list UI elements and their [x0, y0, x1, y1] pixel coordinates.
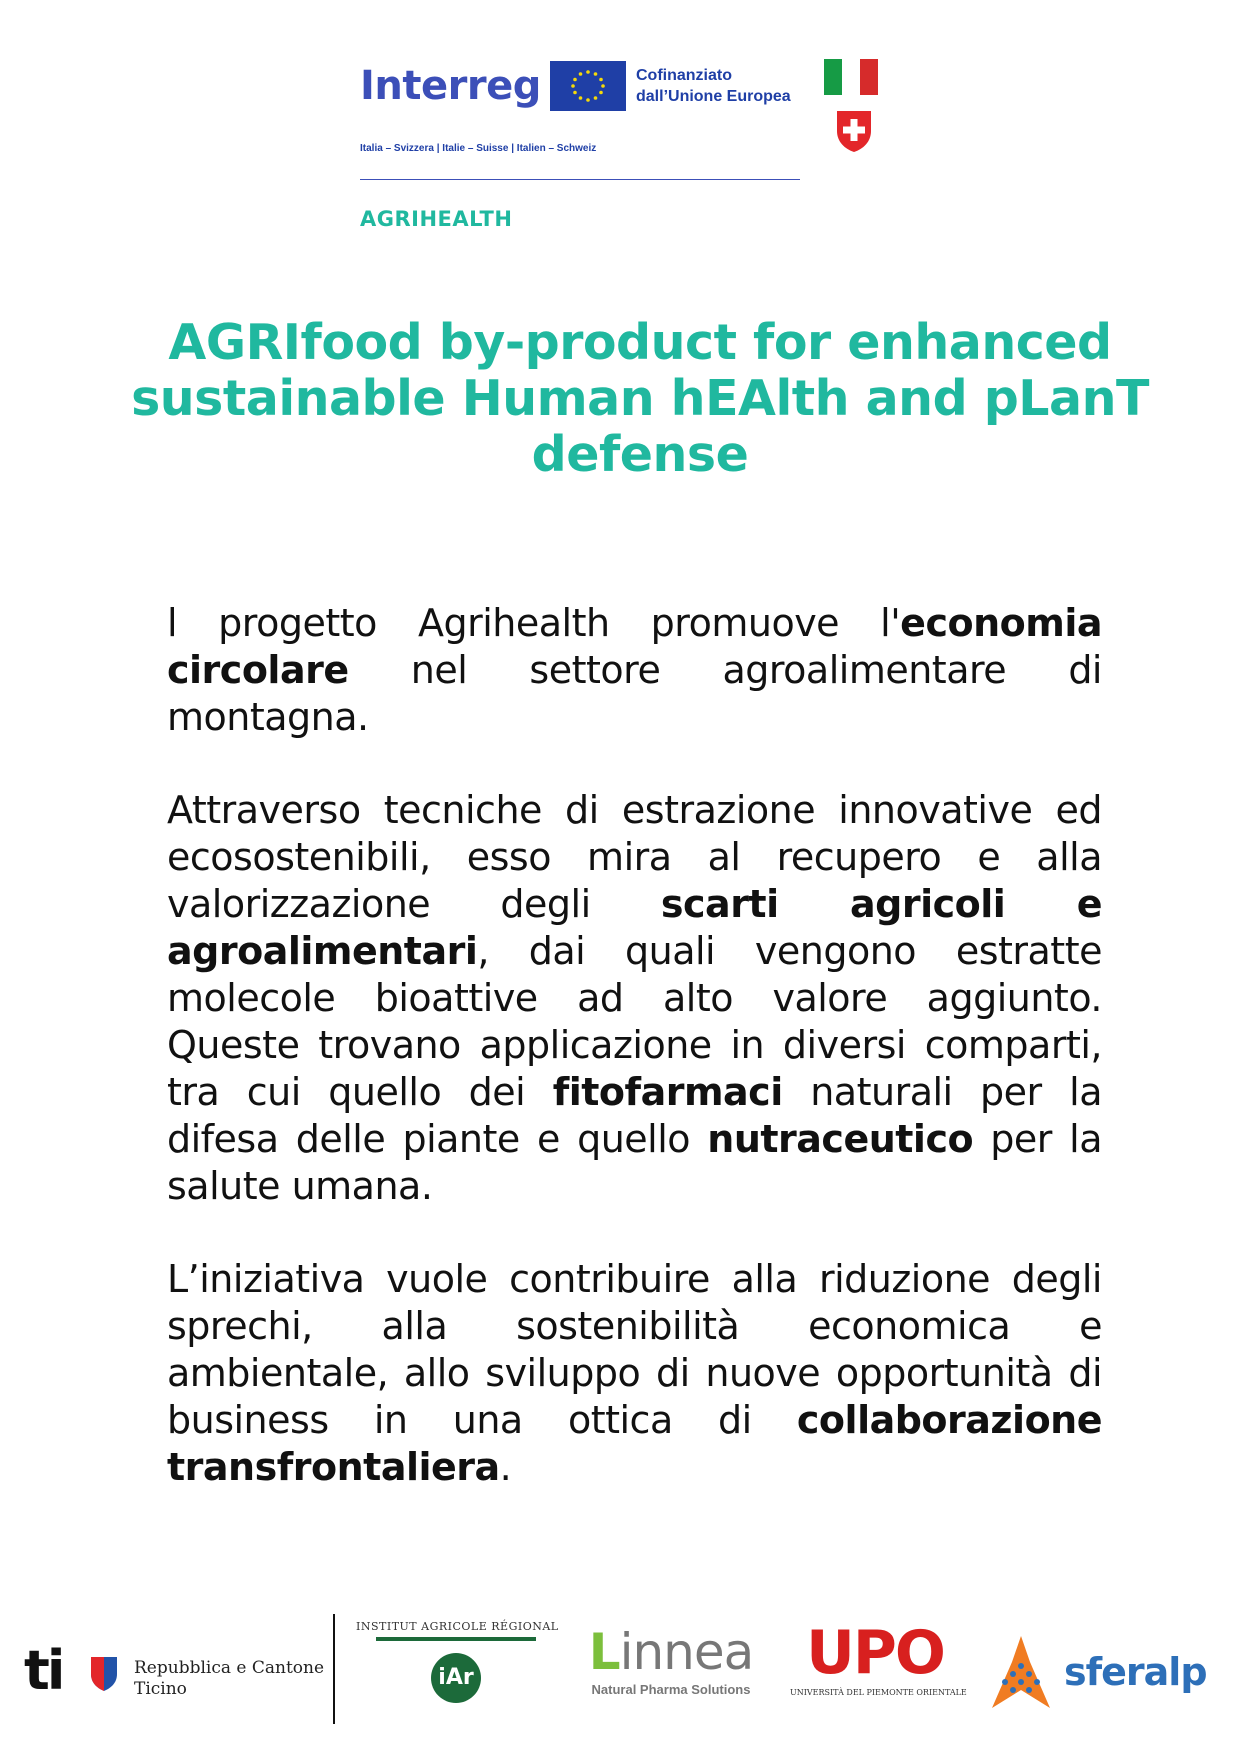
linnea-logo: Linnea Natural Pharma Solutions [588, 1623, 754, 1697]
ticino-shield-icon [90, 1656, 118, 1692]
paragraph-1: l progetto Agrihealth promuove l'economia circolare nel settore agroalimentare di montagna. [167, 601, 1102, 739]
regions-label: Italia – Svizzera | Italie – Suisse | Italien – Schweiz [360, 143, 597, 154]
paragraph-2: Attraverso tecniche di estrazione innovative ed ecosostenibili, esso mira al recupero e alla valorizzazione degli scarti agricoli e agroalimentari, dai quali vengono estratte molecole bioattive ad alto valore aggiunto. Queste trovano applicazione in diversi comparti, tra cui quello dei fitofarmaci naturali per la difesa delle piante e quello nutraceutico per la salute umana. [167, 788, 1102, 1208]
sferalp-logo: sferalp [1064, 1650, 1207, 1694]
ticino-label: Repubblica e Cantone Ticino [134, 1658, 325, 1699]
partner-logos [0, 1600, 1240, 1730]
iar-mark: iAr [431, 1653, 481, 1703]
page-title: AGRIfood by-product for enhanced sustainable Human hEAlth and pLanT defense [131, 314, 1149, 483]
project-name: AGRIHEALTH [360, 207, 513, 231]
cofinanced-label: Cofinanziato dall’Unione Europea [636, 67, 791, 105]
eu-flag-icon [550, 61, 626, 111]
ticino-logo: ti [24, 1639, 63, 1702]
switzerland-shield-icon [835, 109, 873, 153]
upo-logo: UPO UNIVERSITÀ DEL PIEMONTE ORIENTALE [790, 1618, 967, 1697]
paragraph-3: L’iniziativa vuole contribuire alla riduzione degli sprechi, alla sostenibilità economica e ambientale, allo sviluppo di nuove opportunità di business in una ottica di collaborazione transfrontaliera. [167, 1257, 1102, 1489]
iar-logo: INSTITUT AGRICOLE RÉGIONAL iAr [356, 1620, 556, 1720]
interreg-logo: Interreg [360, 63, 541, 109]
header-divider [360, 179, 800, 180]
italy-flag-icon [824, 59, 878, 95]
header [360, 55, 880, 245]
footer-divider [333, 1614, 335, 1724]
body-text [167, 600, 1102, 1537]
sferalp-star-icon [990, 1634, 1052, 1710]
